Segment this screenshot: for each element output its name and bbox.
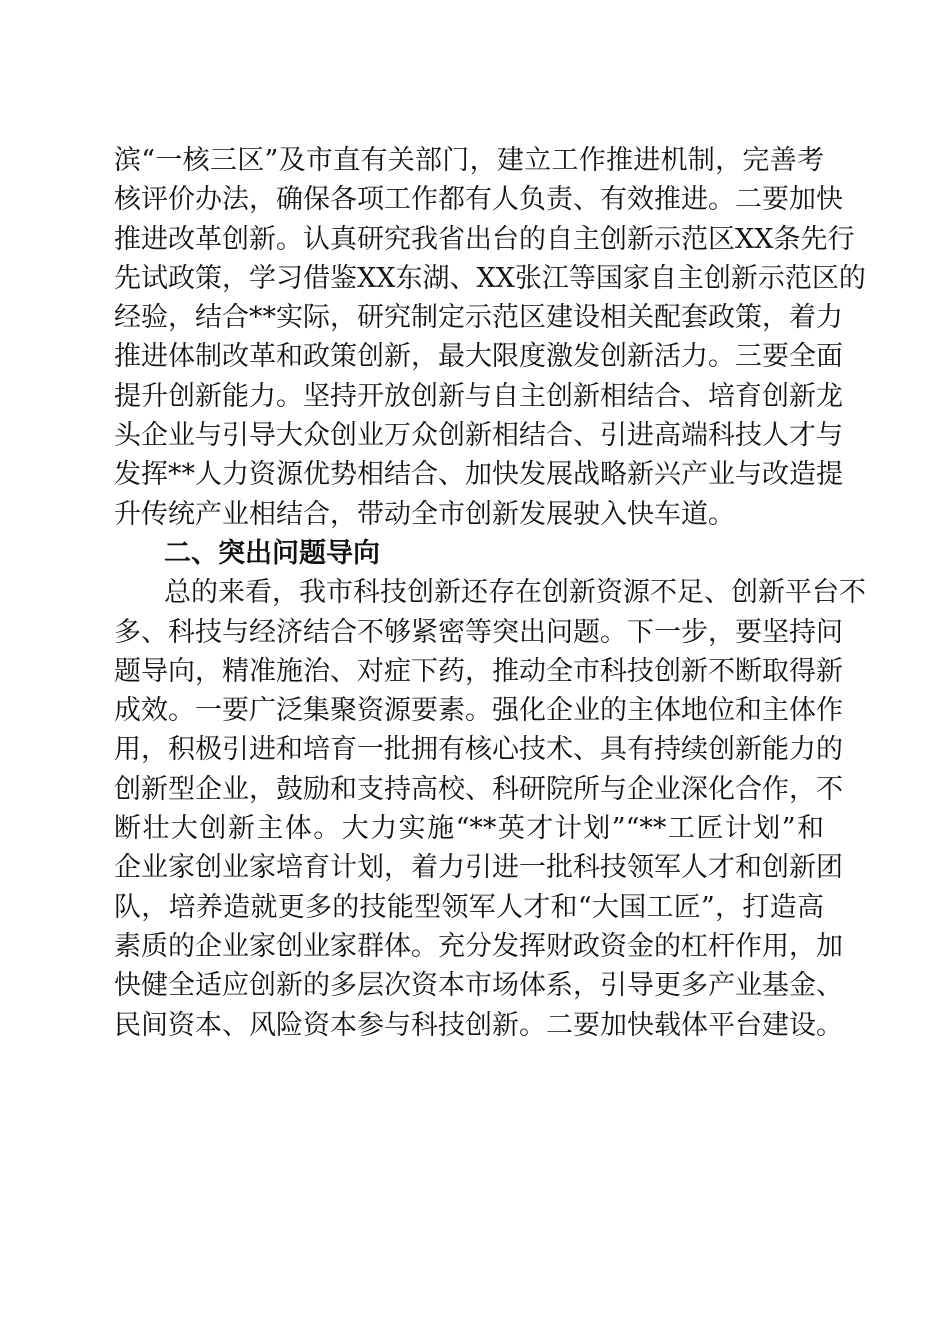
text-line: 经验，结合**实际，研究制定示范区建设相关配套政策，着力: [114, 302, 843, 334]
text-line: 提升创新能力。坚持开放创新与自主创新相结合、培育创新龙: [114, 380, 843, 412]
text-line: 企业家创业家培育计划，着力引进一批科技领军人才和创新团: [114, 852, 843, 884]
text-line: 素质的企业家创业家群体。充分发挥财政资金的杠杆作用，加: [114, 930, 843, 962]
text-line: 推进体制改革和政策创新，最大限度激发创新活力。三要全面: [114, 341, 843, 373]
text-line: 先试政策，学习借鉴XX东湖、XX张江等国家自主创新示范区的: [114, 262, 866, 294]
text-line: 核评价办法，确保各项工作都有人负责、有效推进。二要加快: [114, 184, 843, 216]
text-line: 滨“一核三区”及市直有关部门，建立工作推进机制，完善考: [114, 145, 824, 176]
document-page: [114, 141, 866, 1045]
text-line: 总的来看，我市科技创新还存在创新资源不足、创新平台不: [164, 577, 866, 609]
paragraph-1: [114, 141, 866, 534]
text-line: 用，积极引进和培育一批拥有核心技术、具有持续创新能力的: [114, 734, 843, 766]
text-line: 成效。一要广泛集聚资源要素。强化企业的主体地位和主体作: [114, 695, 843, 727]
text-line: 头企业与引导大众创业万众创新相结合、引进高端科技人才与: [114, 420, 843, 452]
text-line: 多、科技与经济结合不够紧密等突出问题。下一步，要坚持问: [114, 616, 843, 648]
text-line: 快健全适应创新的多层次资本市场体系，引导更多产业基金、: [114, 970, 843, 1002]
text-line: 创新型企业，鼓励和支持高校、科研院所与企业深化合作，不: [114, 773, 843, 805]
paragraph-2: [114, 573, 866, 1045]
text-line: 队，培养造就更多的技能型领军人才和“大国工匠”，打造高: [114, 891, 824, 923]
text-line: 发挥**人力资源优势相结合、加快发展战略新兴产业与改造提: [114, 459, 843, 491]
text-line: 断壮大创新主体。大力实施“**英才计划”“**工匠计划”和: [114, 813, 824, 845]
text-line: 升传统产业相结合，带动全市创新发展驶入快车道。: [114, 498, 735, 530]
section-heading: 二、突出问题导向: [164, 537, 380, 569]
text-line: 民间资本、风险资本参与科技创新。二要加快载体平台建设。: [114, 1009, 843, 1041]
text-line: 题导向，精准施治、对症下药，推动全市科技创新不断取得新: [114, 655, 843, 687]
text-line: 推进改革创新。认真研究我省出台的自主创新示范区XX条先行: [114, 223, 855, 255]
